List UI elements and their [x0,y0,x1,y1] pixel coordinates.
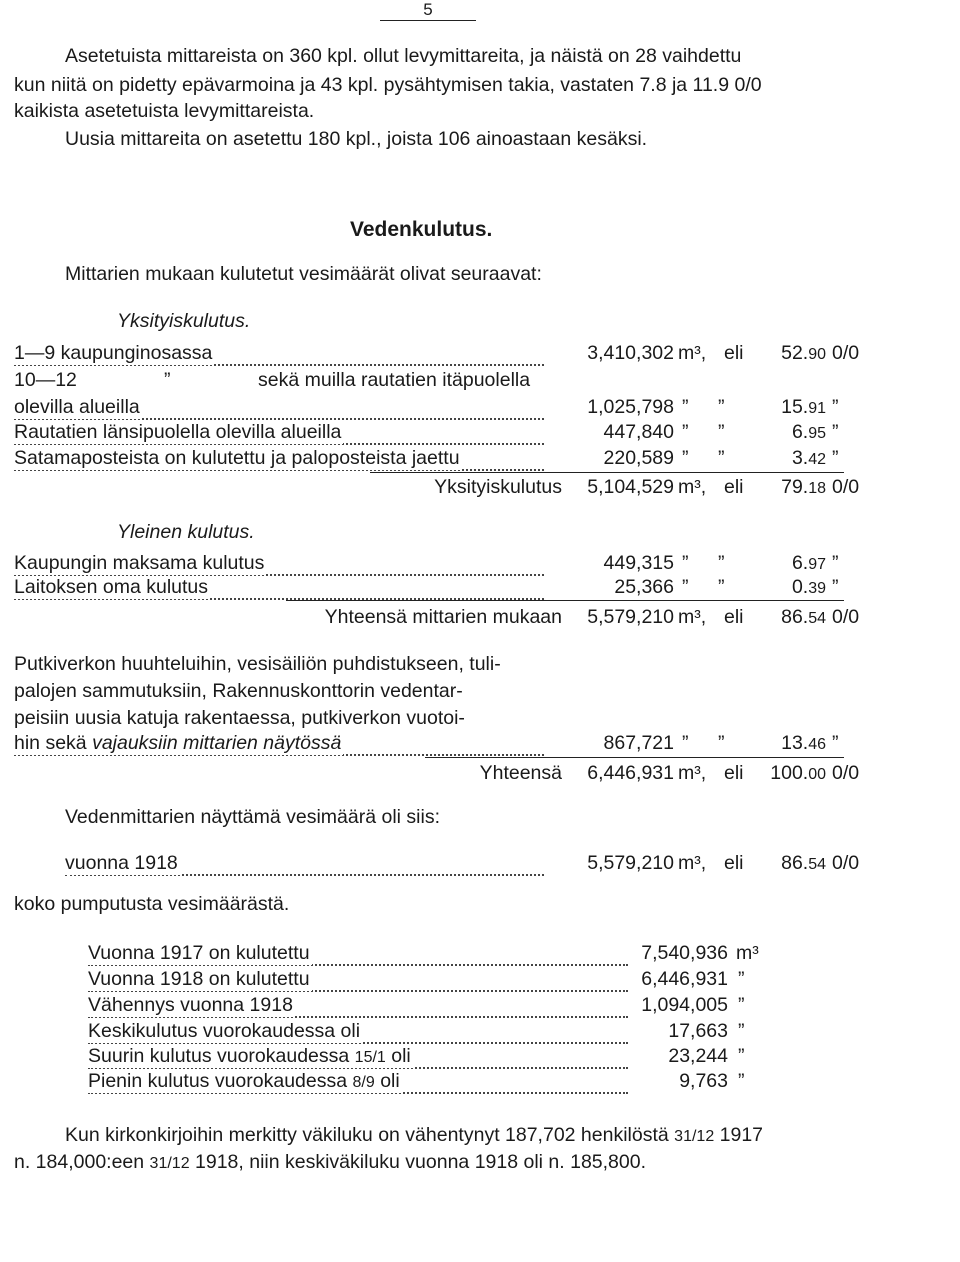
total-label: Yhteensä [479,762,562,784]
row-eli: ” [718,552,725,574]
summary-unit: m³ [736,942,759,964]
row-percent: 13.46 [781,732,826,754]
row-label-cont: sekä muilla rautatien itäpuolella [258,369,531,391]
table-row [14,396,844,422]
row-unit: ” [682,576,689,598]
row-percent: 86.54 [781,852,826,874]
row-percent: 3.42 [791,447,826,469]
total-percent: 79.18 [781,476,826,498]
total-value: 6,446,931 [587,762,674,784]
row-percent-sign: 0/0 [832,342,860,364]
total-unit: m³, [678,606,707,628]
row-label: hin sekä vajauksiin mittarien näytössä [14,732,342,754]
subtotal-rule [425,757,844,758]
table-row [14,421,844,447]
row-percent-sign: 0/0 [832,852,860,874]
intro-line-3: kaikista asetetuista levymittareista. [14,100,315,122]
summary-row [88,1045,768,1071]
date-fraction: 31/12 [149,1155,190,1172]
row-percent-sign: ” [832,421,839,443]
summary-row [88,1070,768,1096]
row-percent-sign: ” [832,552,839,574]
row-label: Rautatien länsipuolella olevilla alueilla [14,421,342,443]
row-value: 867,721 [603,732,674,754]
row-percent: 6.97 [791,552,826,574]
row-unit: ” [682,732,689,754]
subtotal-rule [286,600,844,601]
network-line-2: palojen sammutuksiin, Rakennuskonttorin vedentar- [14,680,463,702]
date-fraction: 31/12 [674,1128,715,1145]
date-fraction: 8/9 [352,1074,375,1091]
row-value: 25,366 [614,576,674,598]
row-percent-sign: ” [832,447,839,469]
summary-value: 17,663 [668,1020,728,1042]
row-label: olevilla alueilla [14,396,140,418]
total-label: Yksityiskulutus [434,476,562,498]
total-eli: eli [724,606,744,628]
row-label: 10—12 [14,369,77,391]
row-unit: ” [682,421,689,443]
row-eli: eli [724,852,744,874]
total-eli: eli [724,762,744,784]
row-unit: ” [682,552,689,574]
summary-label: Vuonna 1918 on kulutettu [88,968,310,990]
summary-row [88,1020,768,1046]
network-line-1: Putkiverkon huuhteluihin, vesisäiliön puhdistukseen, tuli- [14,653,501,675]
total-percent-sign: 0/0 [832,606,860,628]
private-heading: Yksityiskulutus. [117,310,251,332]
total-row [14,476,860,502]
row-percent: 0.39 [791,576,826,598]
total-value: 5,579,210 [587,606,674,628]
section-title: Vedenkulutus. [350,218,493,241]
public-heading: Yleinen kulutus. [117,521,255,543]
total-percent: 100.00 [770,762,826,784]
row-label: 1—9 kaupunginosassa [14,342,213,364]
meter-intro: Vedenmittarien näyttämä vesimäärä oli siis: [65,806,441,828]
row-value: 5,579,210 [587,852,674,874]
table-row [14,732,844,758]
row-unit: m³, [678,852,707,874]
summary-value: 9,763 [679,1070,728,1092]
ditto-mark: ” [164,369,171,391]
row-label: vuonna 1918 [65,852,178,874]
table-row [14,576,844,602]
summary-label: Pienin kulutus vuorokaudessa 8/9 oli [88,1070,400,1092]
row-label: Kaupungin maksama kulutus [14,552,265,574]
row-value: 220,589 [603,447,674,469]
table-row [14,552,844,578]
summary-unit: ” [738,1070,745,1092]
summary-row [88,968,768,994]
summary-label: Vuonna 1917 on kulutettu [88,942,310,964]
summary-value: 7,540,936 [641,942,728,964]
total-percent-sign: 0/0 [832,762,860,784]
total-label: Yhteensä mittarien mukaan [324,606,562,628]
summary-unit: ” [738,1045,745,1067]
total-eli: eli [724,476,744,498]
row-value: 3,410,302 [587,342,674,364]
row-percent: 52.90 [781,342,826,364]
intro-line-1: Asetetuista mittareista on 360 kpl. ollut levymittareita, ja näistä on 28 vaihdettu [65,45,742,67]
summary-unit: ” [738,968,745,990]
row-unit: ” [682,447,689,469]
section-subtitle: Mittarien mukaan kulutetut vesimäärät olivat seuraavat: [65,263,542,285]
row-eli: ” [718,732,725,754]
closing-line-1: Kun kirkonkirjoihin merkitty väkiluku on vähentynyt 187,702 henkilöstä 31/12 1917 [65,1124,764,1146]
row-value: 447,840 [603,421,674,443]
table-row [14,447,844,473]
total-row [14,762,860,788]
row-percent-sign: ” [832,396,839,418]
total-row [14,606,860,632]
subtotal-rule [370,472,844,473]
row-eli: ” [718,421,725,443]
total-unit: m³, [678,476,707,498]
summary-value: 23,244 [668,1045,728,1067]
row-label: Satamaposteista on kulutettu ja paloposteista jaettu [14,447,460,469]
summary-row [88,994,768,1020]
closing-line-2: n. 184,000:een 31/12 1918, niin keskiväkiluku vuonna 1918 oli n. 185,800. [14,1151,647,1173]
summary-value: 6,446,931 [641,968,728,990]
summary-value: 1,094,005 [641,994,728,1016]
network-line-3: peisiin uusia katuja rakentaessa, putkiverkon vuotoi- [14,707,465,729]
row-eli: ” [718,576,725,598]
total-percent-sign: 0/0 [832,476,860,498]
table-row [14,342,860,368]
summary-label: Suurin kulutus vuorokaudessa 15/1 oli [88,1045,411,1067]
total-value: 5,104,529 [587,476,674,498]
intro-line-2: kun niitä on pidetty epävarmoina ja 43 kpl. pysähtymisen takia, vastaten 7.8 ja 11.9 0/0 [14,74,762,96]
row-eli: eli [724,342,744,364]
row-unit: m³, [678,342,707,364]
total-percent: 86.54 [781,606,826,628]
summary-unit: ” [738,1020,745,1042]
table-row [65,852,860,878]
row-label: Laitoksen oma kulutus [14,576,209,598]
meter-after: koko pumputusta vesimäärästä. [14,893,290,915]
date-fraction: 15/1 [354,1049,386,1066]
row-eli: ” [718,447,725,469]
row-percent-sign: ” [832,576,839,598]
row-value: 1,025,798 [587,396,674,418]
row-eli: ” [718,396,725,418]
row-percent: 15.91 [781,396,826,418]
row-unit: ” [682,396,689,418]
page-number: 5 [423,0,433,19]
page-number-rule [380,20,476,21]
intro-line-4: Uusia mittareita on asetettu 180 kpl., joista 106 ainoastaan kesäksi. [65,128,648,150]
row-percent-sign: ” [832,732,839,754]
row-percent: 6.95 [791,421,826,443]
summary-label: Keskikulutus vuorokaudessa oli [88,1020,361,1042]
table-row [14,369,844,395]
row-value: 449,315 [603,552,674,574]
summary-unit: ” [738,994,745,1016]
summary-row [88,942,768,968]
summary-label: Vähennys vuonna 1918 [88,994,293,1016]
total-unit: m³, [678,762,707,784]
